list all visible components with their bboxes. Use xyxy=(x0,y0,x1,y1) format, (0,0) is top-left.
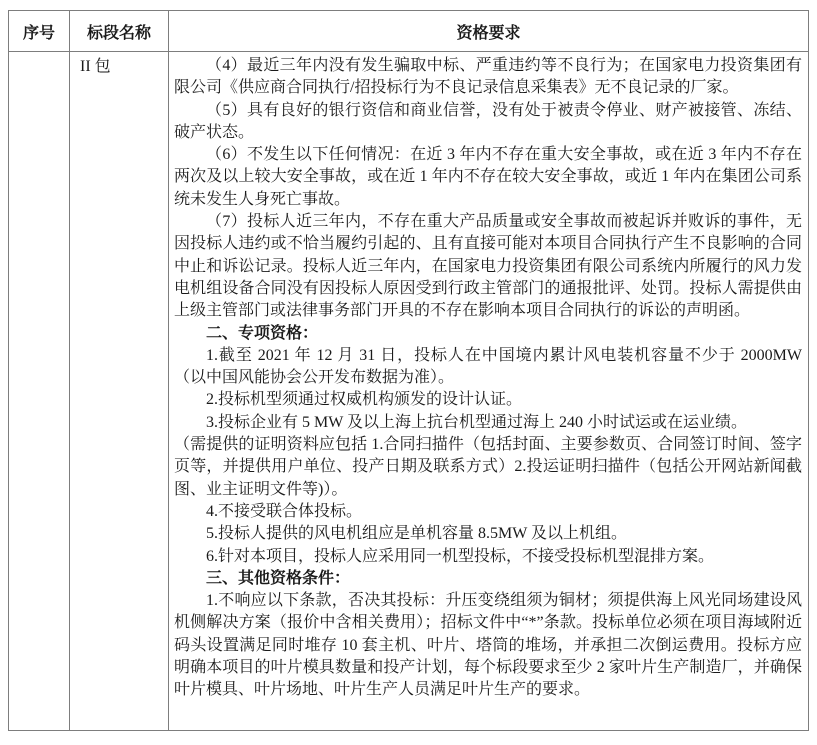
requirement-paragraph: （6）不发生以下任何情况：在近 3 年内不存在重大安全事故，或在近 3 年内不存在两次及以上较大安全事故，或在近 1 年内不存在较大安全事故，或近 1 年内在集团公司系统未发生人身死亡事故。 xyxy=(174,146,802,208)
requirement-paragraph: 6.针对本项目，投标人应采用同一机型投标，不接受投标机型混排方案。 xyxy=(206,547,715,565)
requirement-paragraph: 二、专项资格： xyxy=(206,324,319,342)
requirement-paragraph: 1.截至 2021 年 12 月 31 日，投标人在中国境内累计风电装机容量不少于 2000MW（以中国风能协会公开发布数据为准）。 xyxy=(174,346,802,387)
requirement-paragraph: 4.不接受联合体投标。 xyxy=(206,502,363,520)
requirements-cell xyxy=(169,52,809,731)
requirement-paragraph: 三、其他资格条件： xyxy=(206,569,351,587)
requirement-paragraph: （5）具有良好的银行资信和商业信誉，没有处于被责令停业、财产被接管、冻结、破产状态。 xyxy=(174,101,802,141)
requirement-paragraph: （4）最近三年内没有发生骗取中标、严重违约等不良行为；在国家电力投资集团有限公司《供应商合同执行/招投标行为不良记录信息采集表》无不良记录的厂家。 xyxy=(174,57,802,97)
requirement-paragraph: （7）投标人近三年内，不存在重大产品质量或安全事故而被起诉并败诉的事件，无因投标人违约或不恰当履约引起的、且有直接可能对本项目合同执行产生不良影响的合同中止和诉讼记录。投标人近三年内，在国家电力投资集团有限公司系统内所履行的风力发电机组设备合同没有因投标人原因受到行政主管部门的通报批评、处罚。投标人需提供由上级主管部门或法律事务部门开具的不存在影响本项目合同执行的诉讼的声明函。 xyxy=(174,213,802,320)
header-qualification-requirements: 资格要求 xyxy=(169,11,809,52)
requirement-paragraph: 2.投标机型须通过权威机构颁发的设计认证。 xyxy=(206,391,523,409)
requirement-paragraph: 5.投标人提供的风电机组应是单机容量 8.5MW 及以上机组。 xyxy=(206,525,628,543)
requirement-paragraph: 3.投标企业有 5 MW 及以上海上抗台机型通过海上 240 小时试运或在运业绩。 xyxy=(206,413,748,431)
header-section-name: 标段名称 xyxy=(70,11,169,52)
section-name-cell: II 包 xyxy=(70,52,169,731)
qualification-table xyxy=(8,10,809,731)
requirement-paragraph: 1.不响应以下条款，否决其投标：升压变绕组须为铜材；须提供海上风光同场建设风机侧解决方案（报价中含相关费用）；招标文件中“*”条款。投标单位必须在项目海域附近码头设置满足同时堆存 10 套主机、叶片、塔筒的堆场，并承担二次倒运费用。投标方应明确本项目的叶片模具数量和投产计划，每个标段要求至少 2 家叶片生产制造厂，并确保叶片模具、叶片场地、叶片生产人员满足叶片生产的要求。 xyxy=(174,592,802,699)
seq-cell xyxy=(9,52,70,731)
table-row xyxy=(9,52,809,731)
table-header-row xyxy=(9,11,809,52)
header-seq: 序号 xyxy=(9,11,70,52)
requirement-paragraph: （需提供的证明资料应包括 1.合同扫描件（包括封面、主要参数页、合同签订时间、签字页等，并提供用户单位、投产日期及联系方式）2.投运证明扫描件（包括公开网站新闻截图、业主证明文件等)）。 xyxy=(174,436,802,498)
